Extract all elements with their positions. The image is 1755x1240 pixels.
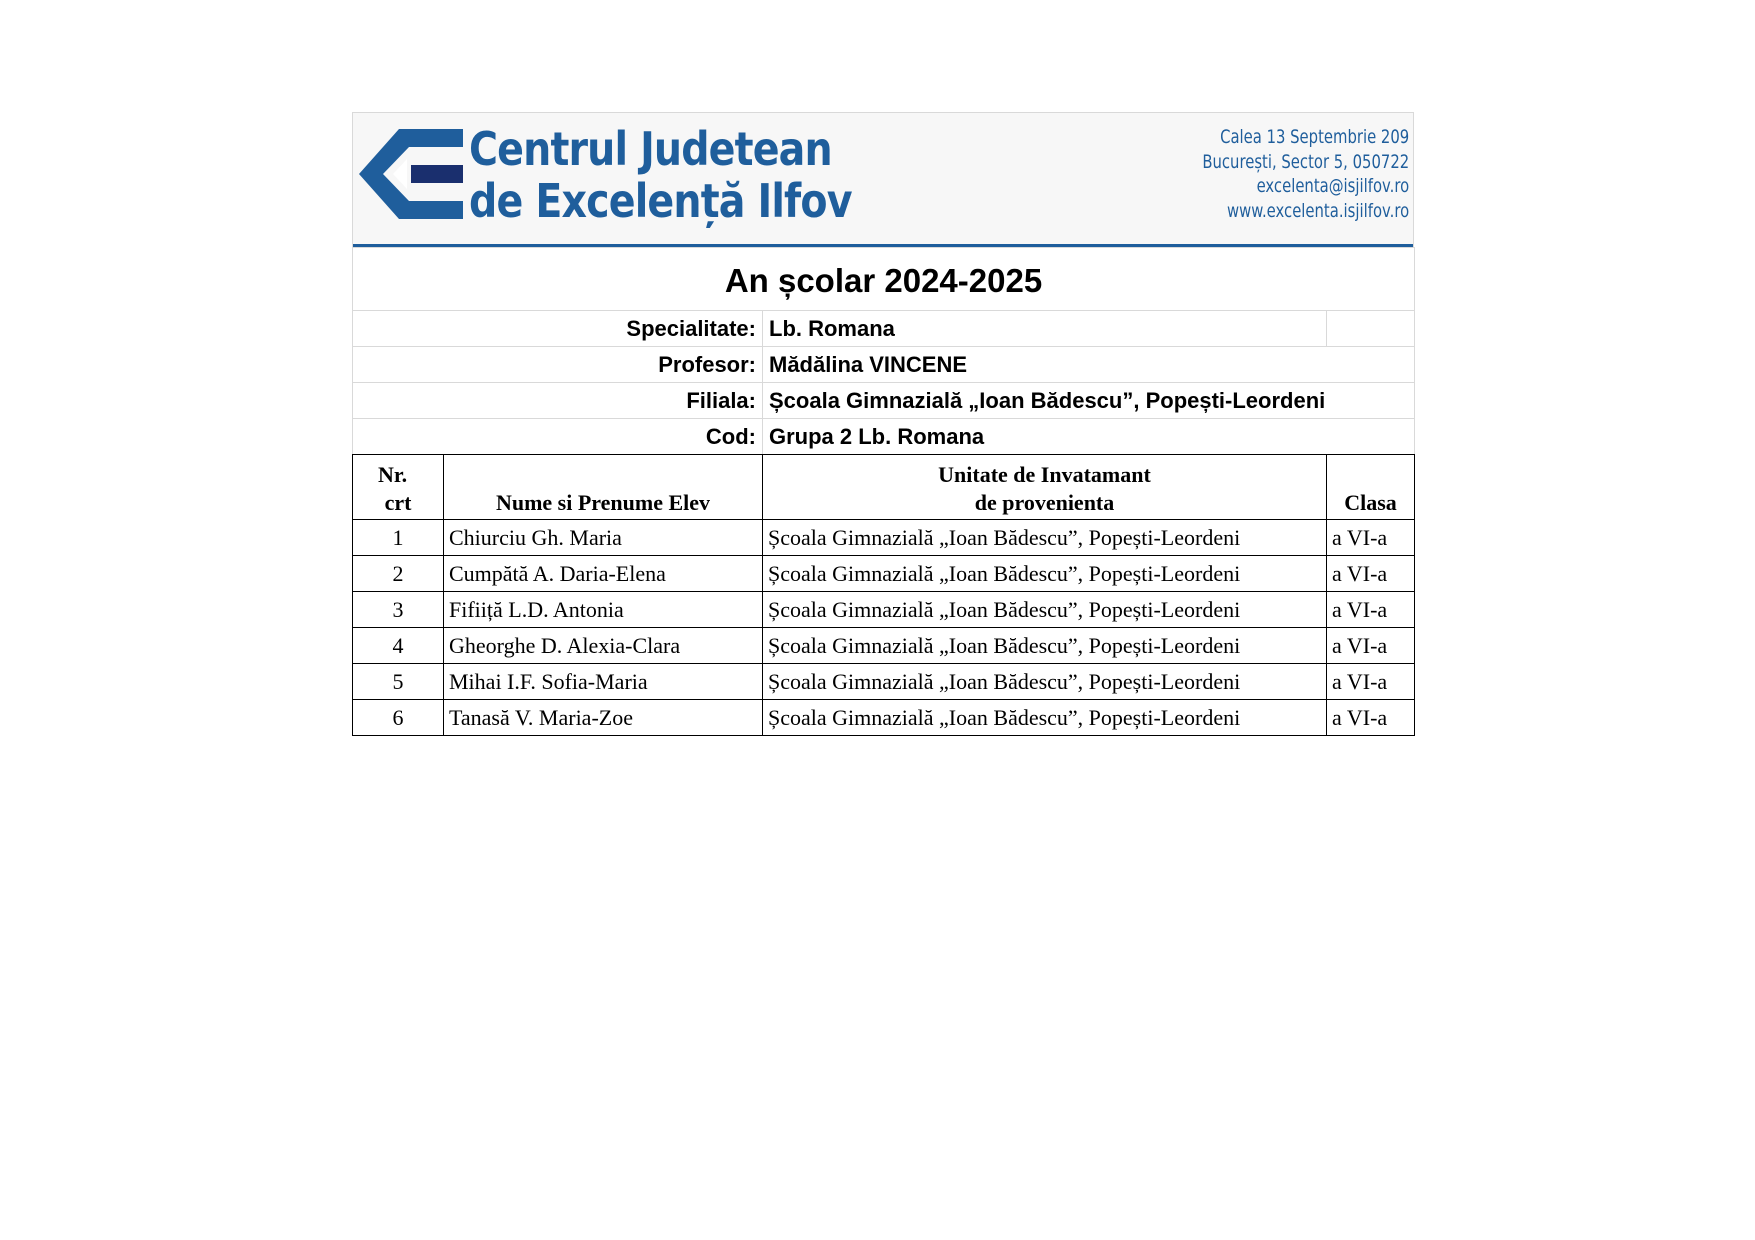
document-sheet bbox=[352, 112, 1414, 736]
column-header-name: Nume si Prenume Elev bbox=[444, 455, 763, 520]
row-name: Mihai I.F. Sofia-Maria bbox=[444, 664, 763, 700]
row-clasa: a VI-a bbox=[1327, 628, 1415, 664]
table-row bbox=[353, 556, 1415, 592]
row-unit: Școala Gimnazială „Ioan Bădescu”, Popești-Leordeni bbox=[763, 700, 1327, 736]
row-nr: 3 bbox=[353, 592, 444, 628]
row-name: Gheorghe D. Alexia-Clara bbox=[444, 628, 763, 664]
contact-info bbox=[1202, 125, 1409, 223]
header-banner bbox=[352, 112, 1414, 247]
info-block bbox=[352, 247, 1415, 455]
contact-website[interactable]: www.excelenta.isjilfov.ro bbox=[1226, 199, 1409, 222]
profesor-value: Mădălina VINCENE bbox=[763, 347, 1415, 383]
column-header-nr-line2: crt bbox=[384, 490, 412, 515]
cod-label: Cod: bbox=[353, 419, 763, 455]
row-nr: 5 bbox=[353, 664, 444, 700]
column-header-unit-line1: Unitate de Invatamant bbox=[938, 462, 1151, 487]
contact-address: Calea 13 Septembrie 209 bbox=[1219, 126, 1409, 148]
row-name: Tanasă V. Maria-Zoe bbox=[444, 700, 763, 736]
cod-value: Grupa 2 Lb. Romana bbox=[763, 419, 1415, 455]
row-unit: Școala Gimnazială „Ioan Bădescu”, Popești-Leordeni bbox=[763, 556, 1327, 592]
organization-name-line1: Centrul Judetean bbox=[469, 122, 832, 176]
row-unit: Școala Gimnazială „Ioan Bădescu”, Popești-Leordeni bbox=[763, 628, 1327, 664]
specialitate-empty-cell bbox=[1327, 311, 1415, 347]
contact-email[interactable]: excelenta@isjilfov.ro bbox=[1256, 175, 1409, 197]
row-clasa: a VI-a bbox=[1327, 520, 1415, 556]
row-unit: Școala Gimnazială „Ioan Bădescu”, Popești-Leordeni bbox=[763, 664, 1327, 700]
row-nr: 4 bbox=[353, 628, 444, 664]
row-clasa: a VI-a bbox=[1327, 592, 1415, 628]
column-header-unit-line2: de provenienta bbox=[974, 490, 1115, 515]
school-year-title: An școlar 2024-2025 bbox=[353, 248, 1415, 311]
ce-logo-icon bbox=[359, 127, 463, 221]
row-nr: 1 bbox=[353, 520, 444, 556]
column-header-nr-line1: Nr. bbox=[378, 462, 408, 487]
row-unit: Școala Gimnazială „Ioan Bădescu”, Popești-Leordeni bbox=[763, 592, 1327, 628]
profesor-label: Profesor: bbox=[353, 347, 763, 383]
contact-city: București, Sector 5, 050722 bbox=[1202, 150, 1409, 173]
row-name: Chiurciu Gh. Maria bbox=[444, 520, 763, 556]
row-name: Fifiiță L.D. Antonia bbox=[444, 592, 763, 628]
column-header-unit bbox=[763, 455, 1327, 520]
organization-name-line2: de Excelență Ilfov bbox=[469, 174, 852, 228]
row-nr: 6 bbox=[353, 700, 444, 736]
header-divider bbox=[353, 244, 1413, 247]
table-row bbox=[353, 664, 1415, 700]
organization-name bbox=[469, 123, 852, 227]
table-row bbox=[353, 592, 1415, 628]
students-table bbox=[352, 454, 1415, 736]
column-header-clasa: Clasa bbox=[1327, 455, 1415, 520]
row-nr: 2 bbox=[353, 556, 444, 592]
column-header-nr bbox=[353, 455, 444, 520]
row-unit: Școala Gimnazială „Ioan Bădescu”, Popești-Leordeni bbox=[763, 520, 1327, 556]
specialitate-label: Specialitate: bbox=[353, 311, 763, 347]
filiala-label: Filiala: bbox=[353, 383, 763, 419]
table-row bbox=[353, 520, 1415, 556]
table-header-row bbox=[353, 455, 1415, 520]
row-clasa: a VI-a bbox=[1327, 664, 1415, 700]
table-row bbox=[353, 700, 1415, 736]
specialitate-value: Lb. Romana bbox=[763, 311, 1327, 347]
filiala-value: Școala Gimnazială „Ioan Bădescu”, Popești-Leordeni bbox=[763, 383, 1415, 419]
row-clasa: a VI-a bbox=[1327, 700, 1415, 736]
table-row bbox=[353, 628, 1415, 664]
row-name: Cumpătă A. Daria-Elena bbox=[444, 556, 763, 592]
row-clasa: a VI-a bbox=[1327, 556, 1415, 592]
